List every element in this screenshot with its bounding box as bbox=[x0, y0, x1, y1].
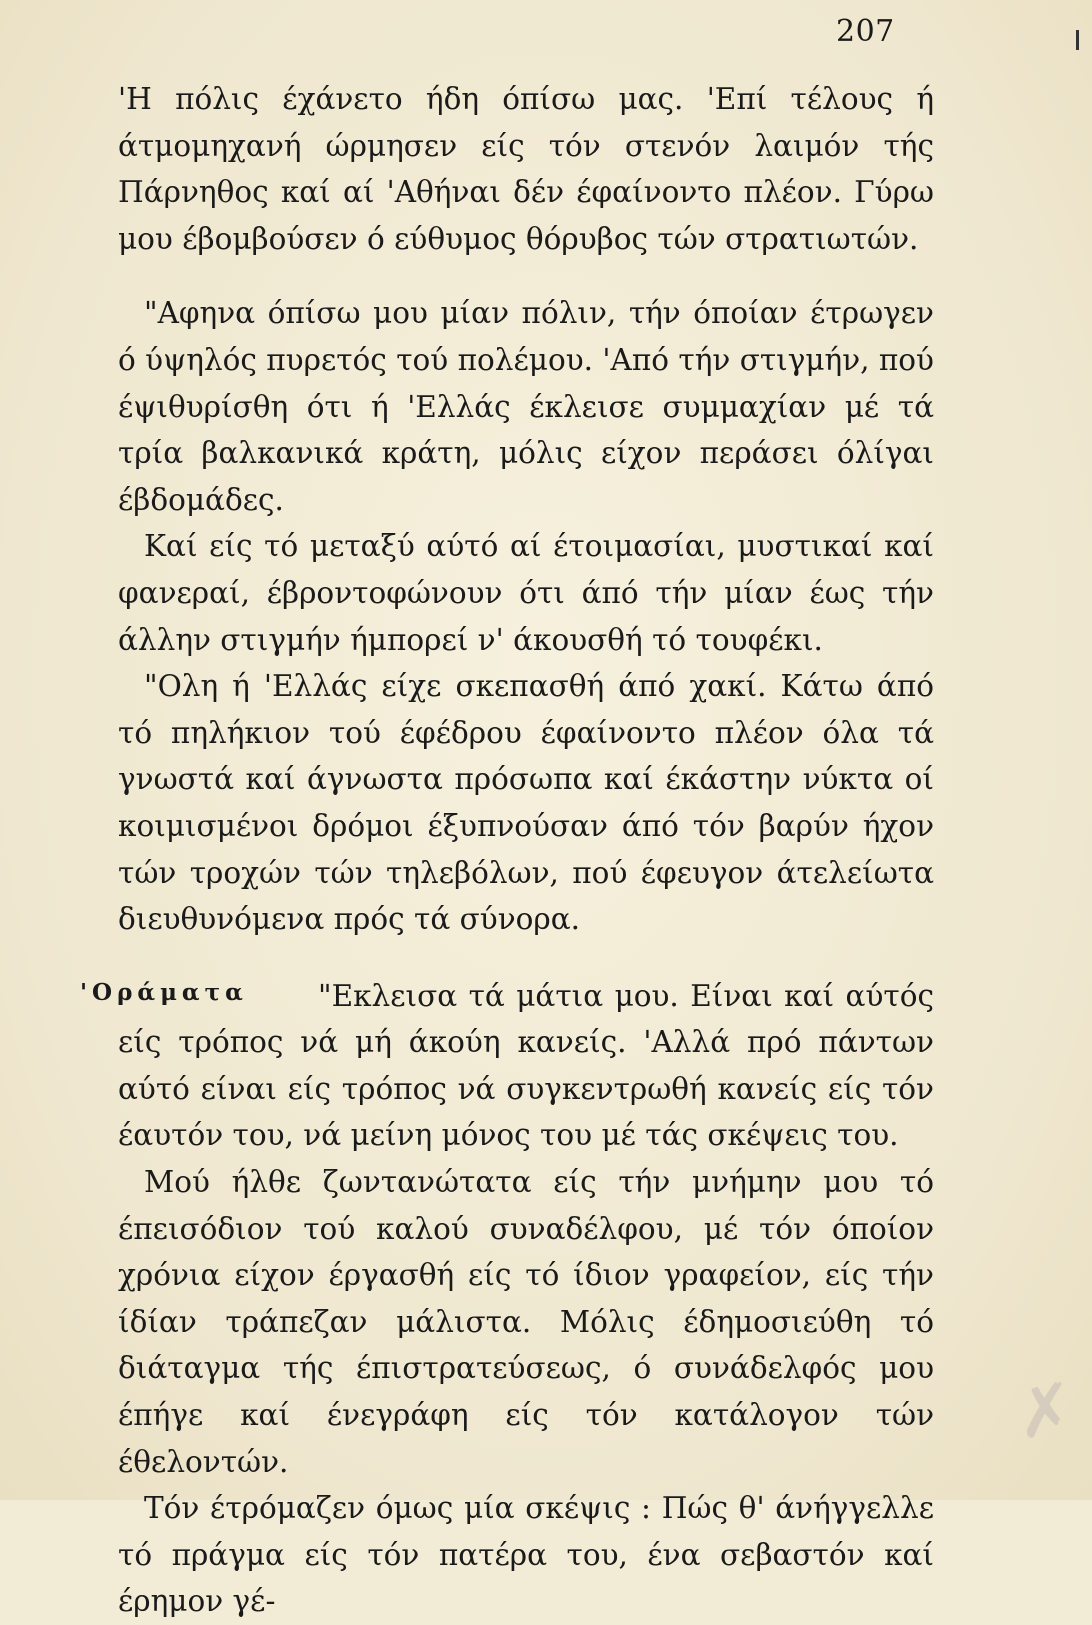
paragraph-5: Μού ήλθε ζωντανώτατα είς τήν μνήμην μου τό έπεισόδιον τού καλού συναδέλφου, μέ τόν όποίον χρόνια είχον έργασθή είς τό ίδιον γραφείον, είς τήν ίδίαν τράπεζαν μάλιστα. Μόλις έδημοσιεύθη τό διάταγμα τής έπιστρατεύσεως, ό συνάδελφός μου έπήγε καί ένεγράφη είς τόν κατάλογον τών έθελοντών. bbox=[118, 1165, 934, 1479]
paragraph-1: 'Η πόλις έχάνετο ήδη όπίσω μας. 'Επί τέλους ή άτμομηχανή ώρμησεν είς τόν στενόν λαιμόν τής Πάρνηθος καί αί 'Αθήναι δέν έφαίνοντο πλέον. Γύρω μου έβομβούσεν ό εύθυμος θόρυβος τών στρατιωτών. bbox=[118, 82, 934, 256]
section-paragraph: "Εκλεισα τά μάτια μου. Είναι καί αύτός είς τρόπος νά μή άκούη κανείς. 'Αλλά πρό πάντων αύτό είναι είς τρόπος νά συγκεντρωθή κανείς είς τόν έαυτόν του, νά μείνη μόνος του μέ τάς σκέψεις του. bbox=[118, 978, 934, 1153]
section-oramata bbox=[80, 973, 934, 1159]
paragraph-4: "Ολη ή 'Ελλάς είχε σκεπασθή άπό χακί. Κάτω άπό τό πηλήκιον τού έφέδρου έφαίνοντο πλέον όλα τά γνωστά καί άγνωστα πρόσωπα καί έκάστην νύκτα οί κοιμισμένοι δρόμοι έξυπνούσαν άπό τόν βαρύν ήχον τών τροχών τών τηλεβόλων, πού έφευγον άτελείωτα διευθυνόμενα πρός τά σύνορα. bbox=[118, 669, 934, 937]
paragraph-6: Τόν έτρόμαζεν όμως μία σκέψις : Πώς θ' άνήγγελλε τό πράγμα είς τόν πατέρα του, ένα σεβαστόν καί έρημον γέ- bbox=[118, 1491, 934, 1619]
paragraph-2: "Αφηνα όπίσω μου μίαν πόλιν, τήν όποίαν έτρωγεν ό ύψηλός πυρετός τού πολέμου. 'Από τήν στιγμήν, πού έψιθυρίσθη ότι ή 'Ελλάς έκλεισε συμμαχίαν μέ τά τρία βαλκανικά κράτη, μόλις είχον περάσει όλίγαι έβδομάδες. bbox=[118, 296, 934, 517]
paragraph-3: Καί είς τό μεταξύ αύτό αί έτοιμασίαι, μυστικαί καί φανεραί, έβροντοφώνουν ότι άπό τήν μίαν έως τήν άλλην στιγμήν ήμπορεί ν' άκουσθή τό τουφέκι. bbox=[118, 529, 934, 657]
page-edge-mark bbox=[1076, 30, 1079, 50]
body-text bbox=[80, 76, 934, 1625]
section-heading: 'Οράματα bbox=[80, 978, 248, 1006]
page-number: 207 bbox=[836, 14, 895, 49]
pencil-mark-icon: ✗ bbox=[1010, 1366, 1081, 1456]
